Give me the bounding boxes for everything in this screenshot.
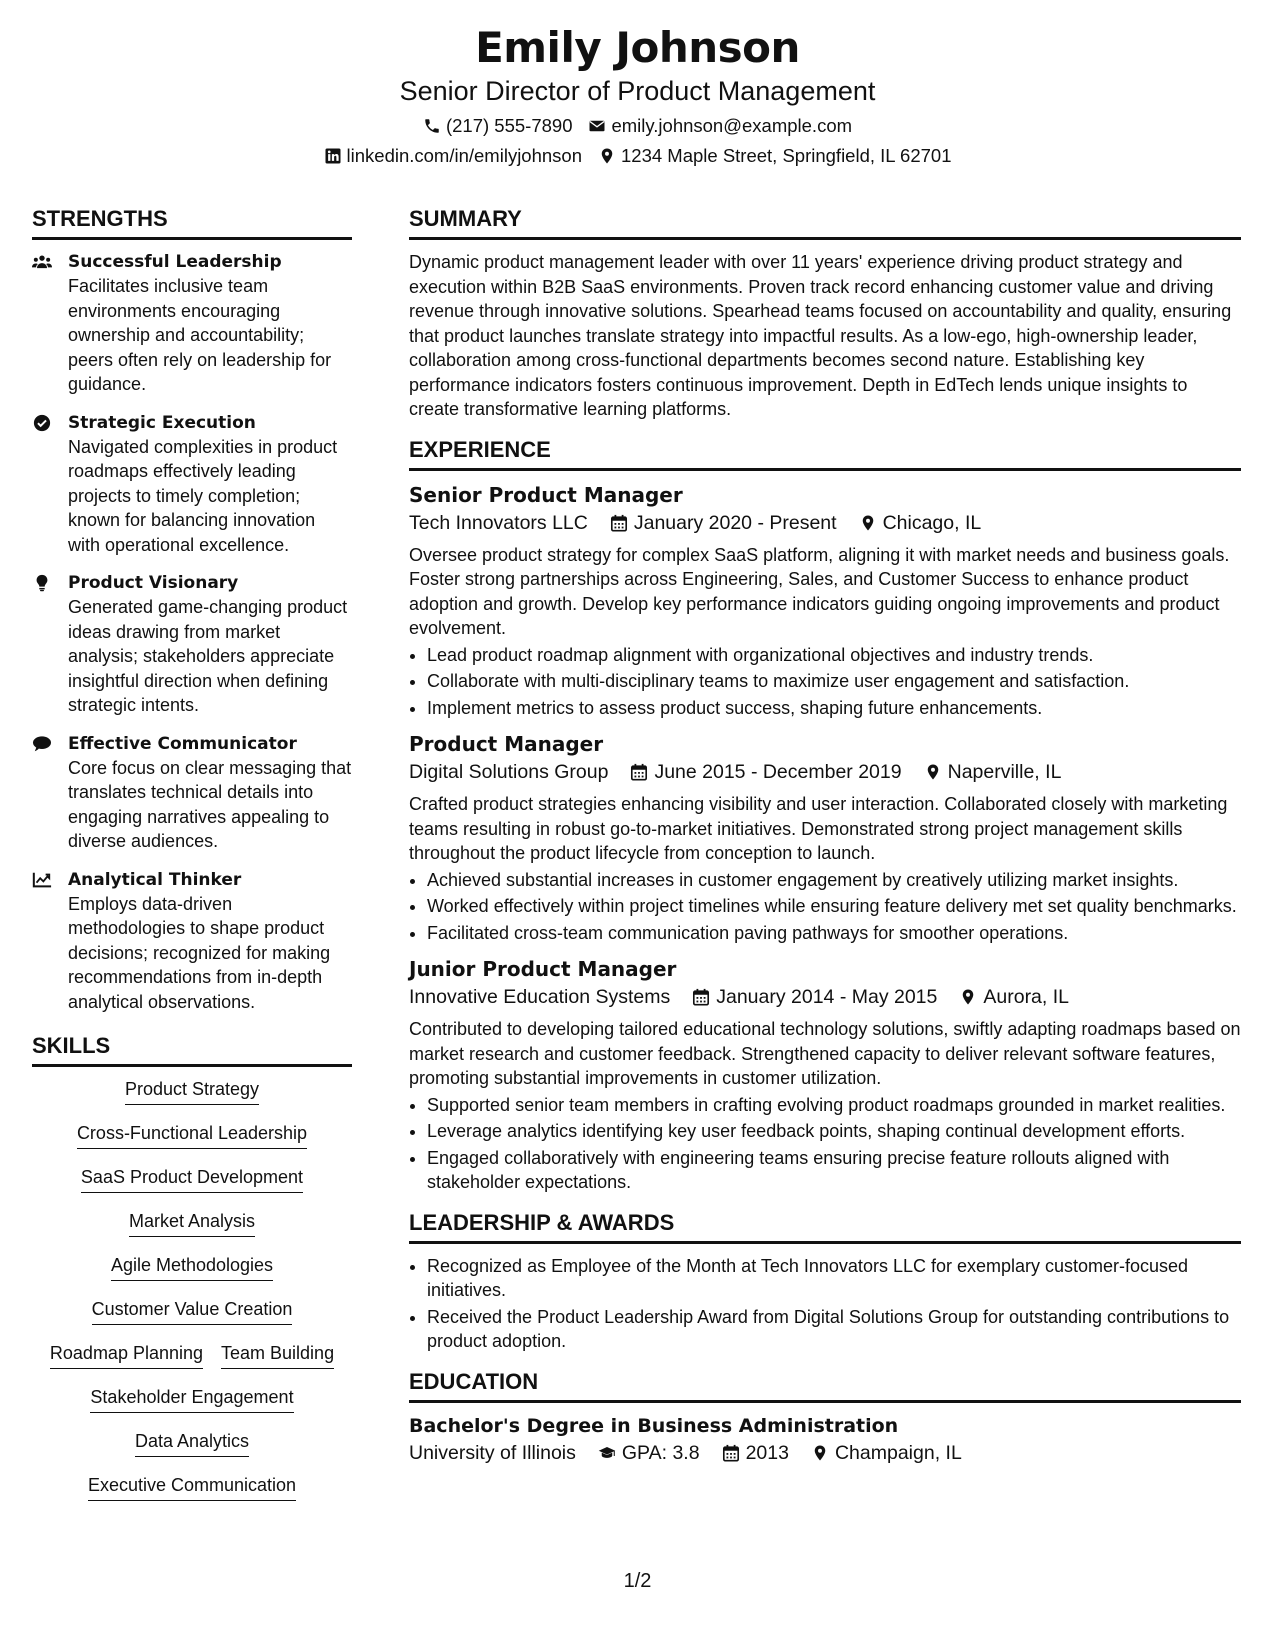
strength-desc: Facilitates inclusive team environments encouraging ownership and accountability; peers often rely on leadership for guidance. <box>68 276 332 394</box>
skill-tag: Market Analysis <box>129 1209 255 1237</box>
users-icon <box>32 250 54 397</box>
right-column <box>409 205 1241 1473</box>
job-meta <box>409 509 1241 537</box>
job-bullets <box>409 868 1241 946</box>
skills-heading: SKILLS <box>32 1032 352 1067</box>
skill-tag: Data Analytics <box>135 1429 249 1457</box>
skill-tag: Team Building <box>221 1341 334 1369</box>
awards-list <box>409 1254 1241 1354</box>
awards-heading: LEADERSHIP & AWARDS <box>409 1209 1241 1244</box>
bullet-item: • Engaged collaboratively with engineering teams ensuring precise feature rollouts aligned with stakeholder expectations. <box>427 1146 1241 1195</box>
skill-tag: Executive Communication <box>88 1473 296 1501</box>
envelope-icon <box>588 117 606 135</box>
job-bullets <box>409 1093 1241 1195</box>
address-item <box>598 144 951 168</box>
bullet-item: • Leverage analytics identifying key user feedback points, shaping continual development efforts. <box>427 1119 1241 1144</box>
bullet-item: • Achieved substantial increases in customer engagement by creatively utilizing market insights. <box>427 868 1241 893</box>
strength-desc: Navigated complexities in product roadmaps effectively leading projects to timely completion; known for balancing innovation with operational excellence. <box>68 436 338 555</box>
email-text[interactable]: emily.johnson@example.com <box>611 115 853 136</box>
job-location: Naperville, IL <box>947 761 1062 783</box>
email-item[interactable] <box>588 114 852 138</box>
strength-title: Effective Communicator <box>68 733 297 754</box>
job-location: Chicago, IL <box>882 511 982 534</box>
calendar-icon <box>722 1444 740 1462</box>
strength-title: Product Visionary <box>68 573 239 593</box>
job-meta <box>409 758 1241 786</box>
graduation-year: 2013 <box>745 1441 789 1464</box>
strength-title: Analytical Thinker <box>68 869 242 890</box>
bullet-item: • Supported senior team members in crafting evolving product roadmaps grounded in market realities. <box>427 1093 1241 1118</box>
education-meta <box>409 1439 1241 1467</box>
address-text: 1234 Maple Street, Springfield, IL 62701 <box>621 145 952 166</box>
calendar-icon <box>692 988 710 1006</box>
bullet-item: • Lead product roadmap alignment with organizational objectives and industry trends. <box>427 643 1241 668</box>
resume-header <box>0 22 1275 168</box>
job-bullets <box>409 643 1241 721</box>
strengths-heading: STRENGTHS <box>32 205 352 240</box>
job-dates: January 2020 - Present <box>633 511 837 534</box>
job-description: Crafted product strategies enhancing visibility and user interaction. Collaborated closely with marketing teams resulting in robust go-to-market initiatives. Demonstrated strong project management skills throughout the product lifecycle from conception to launch. <box>409 794 1228 863</box>
contact-row-1 <box>0 114 1275 138</box>
phone-item <box>423 114 573 138</box>
company-name: Tech Innovators LLC <box>409 511 588 534</box>
phone-text: (217) 555-7890 <box>445 115 573 136</box>
strength-title: Successful Leadership <box>68 252 282 272</box>
map-marker-icon <box>859 514 877 532</box>
skill-tag: Stakeholder Engagement <box>90 1385 293 1413</box>
job-entry <box>409 955 1241 1195</box>
school-name: University of Illinois <box>409 1441 576 1464</box>
map-marker-icon <box>959 988 977 1006</box>
degree-title: Bachelor's Degree in Business Administration <box>409 1414 899 1437</box>
bullet-item: • Worked effectively within project timelines while ensuring feature delivery met set quality benchmarks. <box>427 894 1241 919</box>
strength-item <box>32 868 352 1015</box>
candidate-title: Senior Director of Product Management <box>399 76 876 106</box>
job-title: Junior Product Manager <box>409 957 677 981</box>
company-name: Digital Solutions Group <box>409 761 609 783</box>
bullet-item: • Implement metrics to assess product success, shaping future enhancements. <box>427 696 1241 721</box>
job-title: Senior Product Manager <box>409 482 683 507</box>
job-title: Product Manager <box>409 732 604 756</box>
job-meta <box>409 983 1241 1011</box>
school-location: Champaign, IL <box>834 1441 962 1464</box>
experience-heading: EXPERIENCE <box>409 436 1241 471</box>
calendar-icon <box>630 763 648 781</box>
skill-tag: Customer Value Creation <box>92 1297 293 1325</box>
linkedin-text[interactable]: linkedin.com/in/emilyjohnson <box>346 145 582 166</box>
phone-icon <box>423 117 441 135</box>
calendar-icon <box>610 514 628 532</box>
graduation-cap-icon <box>598 1444 616 1462</box>
job-dates: January 2014 - May 2015 <box>716 986 938 1008</box>
job-dates: June 2015 - December 2019 <box>654 761 902 783</box>
map-marker-icon <box>924 763 942 781</box>
gpa-text: GPA: 3.8 <box>621 1441 700 1464</box>
left-column <box>32 205 352 1517</box>
strength-item <box>32 732 352 854</box>
candidate-name: Emily Johnson <box>475 23 800 72</box>
strength-desc: Generated game-changing product ideas drawing from market analysis; stakeholders appreciate insightful direction when defining strategic intents. <box>68 597 348 715</box>
comment-icon <box>32 732 54 854</box>
company-name: Innovative Education Systems <box>409 986 671 1008</box>
education-heading: EDUCATION <box>409 1368 1241 1403</box>
award-item: • Recognized as Employee of the Month at Tech Innovators LLC for exemplary customer-focused initiatives. <box>427 1254 1241 1303</box>
skill-tag: Product Strategy <box>125 1077 259 1105</box>
skill-tag: SaaS Product Development <box>81 1165 303 1193</box>
contact-row-2 <box>0 144 1275 168</box>
line-chart-icon <box>32 868 54 1015</box>
strength-item <box>32 411 352 558</box>
page-number: 1/2 <box>623 1570 652 1592</box>
summary-text: Dynamic product management leader with over 11 years' experience driving product strategy and execution within B2B SaaS environments. Proven track record enhancing customer value and driving revenue through innovative solutions. Spearhead teams focused on accountability and quality, ensuring that product launches translate strategy into impactful results. As a low-ego, high-ownership leader, collaboration among cross-functional departments becomes second nature. Establishing key performance indicators fosters continuous improvement. Depth in EdTech lends unique insights to create transformative learning platforms. <box>409 252 1232 419</box>
skills-list <box>32 1077 352 1501</box>
strength-item <box>32 250 352 397</box>
strength-desc: Employs data-driven methodologies to shape product decisions; recognized for making recommendations from in-depth analytical observations. <box>68 893 331 1012</box>
job-location: Aurora, IL <box>983 986 1070 1008</box>
strength-item <box>32 571 352 718</box>
strength-title: Strategic Execution <box>68 412 256 433</box>
bullet-item: • Facilitated cross-team communication paving pathways for smoother operations. <box>427 921 1241 946</box>
skill-tag: Agile Methodologies <box>111 1253 273 1281</box>
job-description: Contributed to developing tailored educational technology solutions, swiftly adapting roadmaps based on market research and customer feedback. Strengthened capacity to deliver relevant software features, promoting substantial improvements in customer utilization. <box>409 1019 1241 1088</box>
job-entry <box>409 730 1241 945</box>
job-description: Oversee product strategy for complex SaaS platform, aligning it with market needs and business goals. Foster strong partnerships across Engineering, Sales, and Customer Success to enhance product adoption and growth. Develop key performance indicators guiding ongoing improvements and product evolvement. <box>409 544 1230 638</box>
skill-tag: Cross-Functional Leadership <box>77 1121 307 1149</box>
linkedin-icon <box>324 147 342 165</box>
map-marker-icon <box>811 1444 829 1462</box>
check-circle-icon <box>32 411 54 558</box>
skill-tag: Roadmap Planning <box>50 1341 203 1369</box>
lightbulb-icon <box>32 571 54 718</box>
linkedin-item[interactable] <box>324 144 582 168</box>
bullet-item: • Collaborate with multi-disciplinary teams to maximize user engagement and satisfaction. <box>427 669 1241 694</box>
map-marker-icon <box>598 147 616 165</box>
strength-desc: Core focus on clear messaging that translates technical details into engaging narratives appealing to diverse audiences. <box>68 757 352 851</box>
job-entry <box>409 481 1241 721</box>
summary-heading: SUMMARY <box>409 205 1241 240</box>
award-item: • Received the Product Leadership Award from Digital Solutions Group for outstanding contributions to product adoption. <box>427 1305 1241 1354</box>
